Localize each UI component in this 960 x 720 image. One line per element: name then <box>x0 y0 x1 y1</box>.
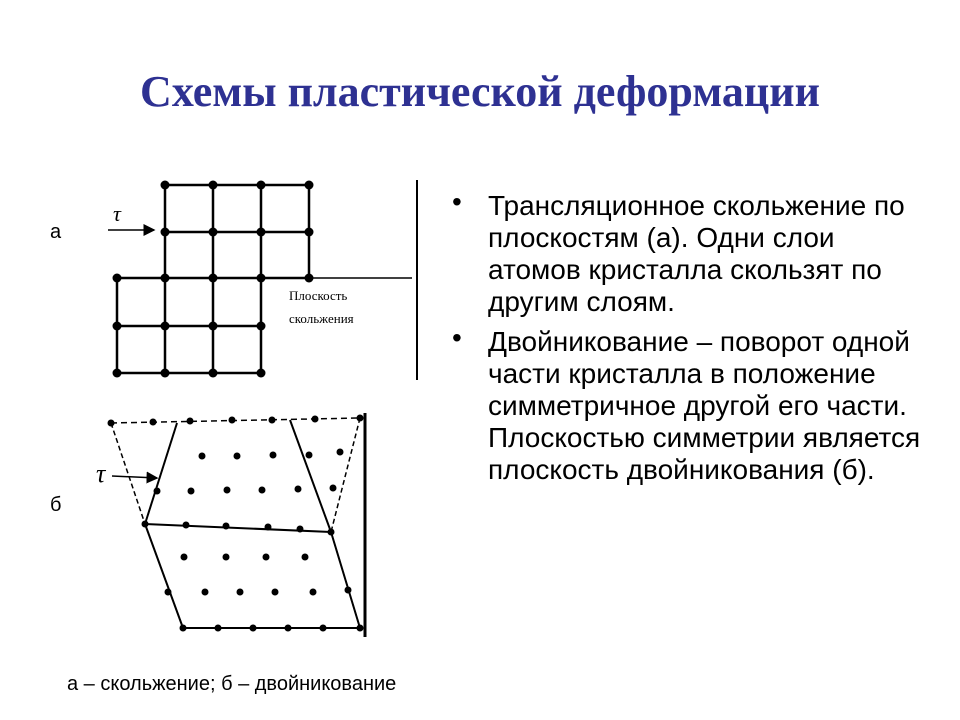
atom <box>295 486 302 493</box>
bullet-item-twinning <box>452 322 922 486</box>
slip-plane-label-line2: скольжения <box>289 311 354 326</box>
atom <box>209 274 218 283</box>
upper-block-lattice <box>165 185 309 278</box>
atom <box>108 420 115 427</box>
atom <box>305 274 314 283</box>
atom <box>250 625 257 632</box>
twinning-diagram <box>96 413 365 637</box>
atom <box>183 522 190 529</box>
twin-region-edges <box>145 420 360 628</box>
atom <box>257 369 266 378</box>
atom <box>209 228 218 237</box>
bullet-dot-icon: • <box>452 322 462 353</box>
atom <box>161 274 170 283</box>
atom <box>259 487 266 494</box>
atom <box>265 524 272 531</box>
atom <box>337 449 344 456</box>
atom <box>223 523 230 530</box>
bullet-text-slip: Трансляционное скольжение по плоскостям (а). Одни слои атомов кристалла скользят по другим слоям. <box>488 190 905 317</box>
atom <box>161 181 170 190</box>
bullet-text-twinning: Двойникование – поворот одной части кристалла в положение симметричное другой его части. Плоскостью симметрии является плоскость двойникования (б). <box>488 326 921 485</box>
atom <box>113 369 122 378</box>
atom <box>181 554 188 561</box>
atom <box>257 274 266 283</box>
atom <box>306 452 313 459</box>
atom <box>297 526 304 533</box>
bullet-item-slip <box>452 186 922 318</box>
atom <box>209 181 218 190</box>
atom <box>305 228 314 237</box>
atom <box>199 453 206 460</box>
atom <box>161 322 170 331</box>
atom <box>312 416 319 423</box>
shear-arrow-b <box>112 476 157 478</box>
atom <box>202 589 209 596</box>
atom <box>180 625 187 632</box>
figure-b-label: б <box>50 494 62 516</box>
figure-caption: а – скольжение; б – двойникование <box>67 673 397 695</box>
atom <box>187 418 194 425</box>
atom <box>320 625 327 632</box>
atom <box>270 452 277 459</box>
atom <box>161 369 170 378</box>
tau-symbol-a: τ <box>113 201 121 226</box>
atom <box>272 589 279 596</box>
atom <box>257 181 266 190</box>
atom <box>237 589 244 596</box>
tau-symbol-b: τ <box>96 459 106 488</box>
slide-title: Схемы пластической деформации <box>140 67 820 116</box>
atom <box>330 485 337 492</box>
atom <box>234 453 241 460</box>
atom <box>305 181 314 190</box>
atom <box>310 589 317 596</box>
atom <box>113 322 122 331</box>
atom <box>188 488 195 495</box>
slip-diagram <box>108 180 417 380</box>
atom <box>154 488 161 495</box>
atoms-b <box>108 415 364 632</box>
atom <box>209 322 218 331</box>
atom <box>215 625 222 632</box>
atom <box>257 322 266 331</box>
top-boundary <box>111 418 360 423</box>
bullet-dot-icon: • <box>452 186 462 217</box>
atom <box>113 274 122 283</box>
atom <box>142 521 149 528</box>
atom <box>357 625 364 632</box>
atom <box>345 587 352 594</box>
atom <box>357 415 364 422</box>
atom <box>150 419 157 426</box>
atom <box>229 417 236 424</box>
atom <box>302 554 309 561</box>
figure-a-label: а <box>50 221 62 243</box>
bullet-list <box>452 186 922 494</box>
atom <box>161 228 170 237</box>
atom <box>257 228 266 237</box>
atom <box>165 589 172 596</box>
atom <box>223 554 230 561</box>
atom <box>224 487 231 494</box>
atom <box>328 529 335 536</box>
atom <box>263 554 270 561</box>
atom <box>285 625 292 632</box>
slip-plane-label-line1: Плоскость <box>289 288 348 303</box>
atom <box>269 417 276 424</box>
atom <box>209 369 218 378</box>
